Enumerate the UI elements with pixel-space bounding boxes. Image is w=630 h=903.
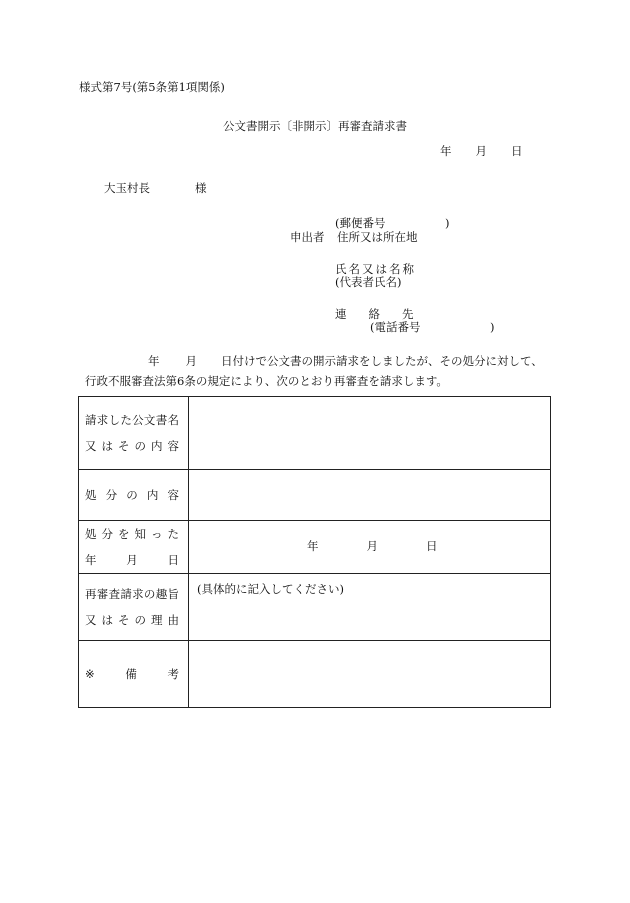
request-form-table xyxy=(78,396,551,708)
label-line: 年 月 日 xyxy=(85,553,179,567)
phone-label: (電話番号 xyxy=(370,320,421,334)
value-disposition-content[interactable] xyxy=(189,470,551,521)
postal-code-label: (郵便番号 xyxy=(335,216,386,230)
date-year-label: 年 xyxy=(440,144,452,158)
applicant-label: 申出者 xyxy=(290,230,325,244)
label-line: 再 審 査 請 求 の 趣 旨 xyxy=(85,587,179,601)
value-disposition-known-date[interactable] xyxy=(189,521,551,574)
statement-line-2: 行政不服審査法第6条の規定により、次のとおり再審査を請求します。 xyxy=(85,374,448,388)
label-line: 処 分 を 知 っ た xyxy=(85,527,179,541)
value-remarks[interactable] xyxy=(189,641,551,708)
disposition-date: 年 月 日 xyxy=(307,539,438,553)
table-row xyxy=(79,574,551,641)
statement-year: 年 xyxy=(148,354,160,368)
table-row xyxy=(79,521,551,574)
label-disposition-known-date xyxy=(79,521,189,574)
submission-date xyxy=(440,146,523,158)
postal-code-close: ) xyxy=(445,216,450,230)
date-day-label: 日 xyxy=(511,144,523,158)
contact-label xyxy=(335,309,414,321)
phone-close: ) xyxy=(490,320,495,334)
date-month-label: 月 xyxy=(475,144,487,158)
address-label: 住所又は所在地 xyxy=(337,230,418,244)
name-label: 氏名又は名称 xyxy=(335,262,416,276)
statement-month: 月 xyxy=(185,354,197,368)
table-row xyxy=(79,397,551,470)
value-reexamination-purpose[interactable] xyxy=(189,574,551,641)
label-reexamination-purpose xyxy=(79,574,189,641)
table-row xyxy=(79,641,551,708)
representative-label: (代表者氏名) xyxy=(335,275,402,289)
label-line: 請 求 し た 公 文 書 名 xyxy=(85,413,179,427)
table-row xyxy=(79,470,551,521)
statement-line-1 xyxy=(148,356,543,368)
addressee-honorific: 様 xyxy=(195,181,207,195)
statement-text-1: 日付けで公文書の開示請求をしましたが、その処分に対して、 xyxy=(221,354,543,368)
label-requested-document xyxy=(79,397,189,470)
label-line: 処 分 の 内 容 xyxy=(85,488,179,502)
document-title: 公文書開示〔非開示〕再審査請求書 xyxy=(223,119,407,133)
contact-char: 絡 xyxy=(368,307,380,321)
label-disposition-content xyxy=(79,470,189,521)
label-line: 又 は そ の 理 由 xyxy=(85,613,179,627)
value-hint: (具体的に記入してください) xyxy=(197,582,344,596)
form-number: 様式第7号(第5条第1項関係) xyxy=(79,80,225,94)
label-line: ※ 備 考 xyxy=(85,667,179,681)
label-remarks xyxy=(79,641,189,708)
addressee-name: 大玉村長 xyxy=(104,181,150,195)
contact-char: 先 xyxy=(402,307,414,321)
label-line: 又 は そ の 内 容 xyxy=(85,439,179,453)
value-requested-document[interactable] xyxy=(189,397,551,470)
contact-char: 連 xyxy=(335,307,347,321)
